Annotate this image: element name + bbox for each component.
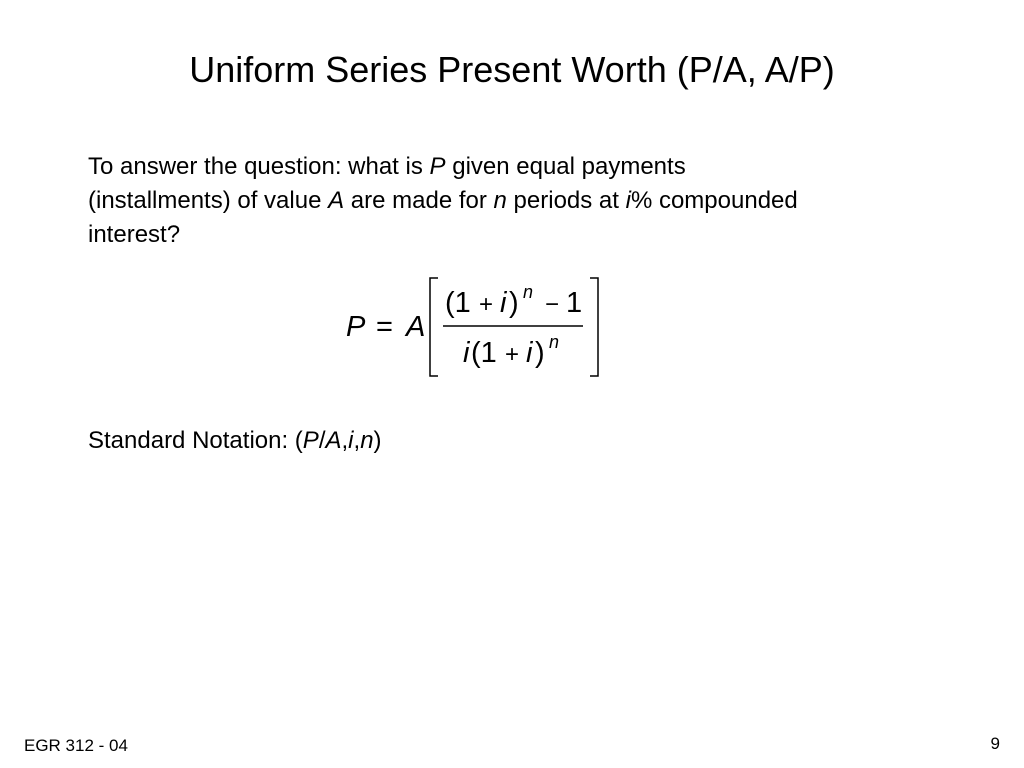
var-i: i (625, 187, 631, 214)
notation-A: A (325, 427, 342, 454)
num-minus: − (545, 291, 560, 318)
formula-svg (340, 272, 620, 382)
num-close: ) (509, 287, 519, 319)
den-i: i (463, 337, 470, 369)
den-exp: n (549, 332, 560, 352)
notation-comma: , (353, 427, 361, 454)
den-plus: + (505, 341, 520, 368)
formula-equals: = (376, 311, 393, 343)
standard-notation (88, 424, 382, 458)
notation-P: P (302, 427, 319, 454)
course-footer: EGR 312 - 04 (24, 736, 128, 755)
intro-line-1 (88, 150, 948, 184)
formula-lhs: P (346, 311, 366, 343)
num-one: 1 (566, 287, 583, 319)
intro-line-2 (88, 184, 948, 218)
intro-text: periods at (506, 187, 626, 214)
intro-line-3 (88, 218, 948, 252)
intro-text: given equal payments (445, 153, 686, 180)
page-number: 9 (990, 734, 1000, 753)
intro-text: interest? (88, 221, 181, 248)
var-P: P (429, 153, 446, 180)
intro-text: (installments) of value (88, 187, 329, 214)
notation-i: i (348, 427, 354, 454)
num-exp: n (523, 282, 534, 302)
present-worth-formula (340, 272, 620, 382)
var-n: n (493, 187, 507, 214)
intro-text: To answer the question: what is (88, 153, 430, 180)
formula-coef: A (406, 311, 426, 343)
notation-suffix: ) (373, 427, 382, 454)
num-i: i (500, 287, 507, 319)
num-open: (1 (445, 287, 471, 319)
notation-n: n (360, 427, 374, 454)
den-open: (1 (471, 337, 497, 369)
den-close: ) (535, 337, 545, 369)
notation-comma: , (341, 427, 349, 454)
intro-text: % compounded (630, 187, 798, 214)
right-bracket (590, 278, 598, 376)
left-bracket (430, 278, 438, 376)
intro-text: are made for (344, 187, 494, 214)
var-A: A (328, 187, 345, 214)
notation-prefix: Standard Notation: ( (88, 427, 303, 454)
intro-paragraph (88, 150, 948, 252)
num-plus: + (479, 291, 494, 318)
notation-slash: / (318, 427, 326, 454)
slide-title: Uniform Series Present Worth (P/A, A/P) (189, 49, 835, 90)
den-i2: i (526, 337, 533, 369)
